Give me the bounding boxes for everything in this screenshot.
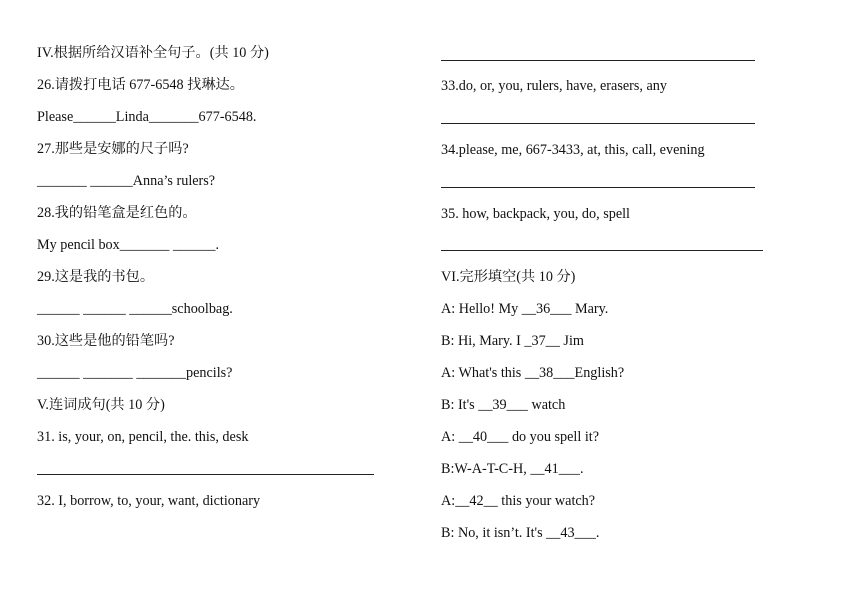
dialogue-line-39: B: It's __39___ watch [441, 397, 566, 413]
question-29-prompt: 29.这是我的书包。 [37, 269, 155, 285]
section-iv-heading: IV.根据所给汉语补全句子。(共 10 分) [37, 45, 269, 61]
question-33-answer-line [441, 123, 755, 124]
question-31-answer-line [37, 474, 374, 475]
section-vi-heading: VI.完形填空(共 10 分) [441, 269, 576, 285]
dialogue-line-38: A: What's this __38___English? [441, 365, 625, 381]
question-34-words: 34.please, me, 667-3433, at, this, call, evening [441, 142, 705, 158]
dialogue-line-36: A: Hello! My __36___ Mary. [441, 301, 609, 317]
question-31-words: 31. is, your, on, pencil, the. this, desk [37, 429, 249, 445]
question-29-sentence: ______ ______ ______schoolbag. [37, 301, 233, 317]
question-32-answer-line [441, 60, 755, 61]
dialogue-line-37: B: Hi, Mary. I _37__ Jim [441, 333, 584, 349]
question-33-words: 33.do, or, you, rulers, have, erasers, any [441, 78, 667, 94]
question-26-prompt: 26.请拨打电话 677-6548 找琳达。 [37, 77, 244, 93]
question-27-prompt: 27.那些是安娜的尺子吗? [37, 141, 189, 157]
question-35-answer-line [441, 250, 763, 251]
question-30-prompt: 30.这些是他的铅笔吗? [37, 333, 175, 349]
question-35-words: 35. how, backpack, you, do, spell [441, 206, 630, 222]
section-v-heading: V.连词成句(共 10 分) [37, 397, 165, 413]
dialogue-line-42: A:__42__ this your watch? [441, 493, 596, 509]
question-28-prompt: 28.我的铅笔盒是红色的。 [37, 205, 197, 221]
dialogue-line-40: A: __40___ do you spell it? [441, 429, 600, 445]
dialogue-line-41: B:W-A-T-C-H, __41___. [441, 461, 584, 477]
question-28-sentence: My pencil box_______ ______. [37, 237, 220, 253]
question-27-sentence: _______ ______Anna’s rulers? [37, 173, 216, 189]
question-32-words: 32. I, borrow, to, your, want, dictionary [37, 493, 261, 509]
dialogue-line-43: B: No, it isn’t. It's __43___. [441, 525, 600, 541]
question-34-answer-line [441, 187, 755, 188]
question-30-sentence: ______ _______ _______pencils? [37, 365, 233, 381]
question-26-sentence: Please______Linda_______677-6548. [37, 109, 257, 125]
